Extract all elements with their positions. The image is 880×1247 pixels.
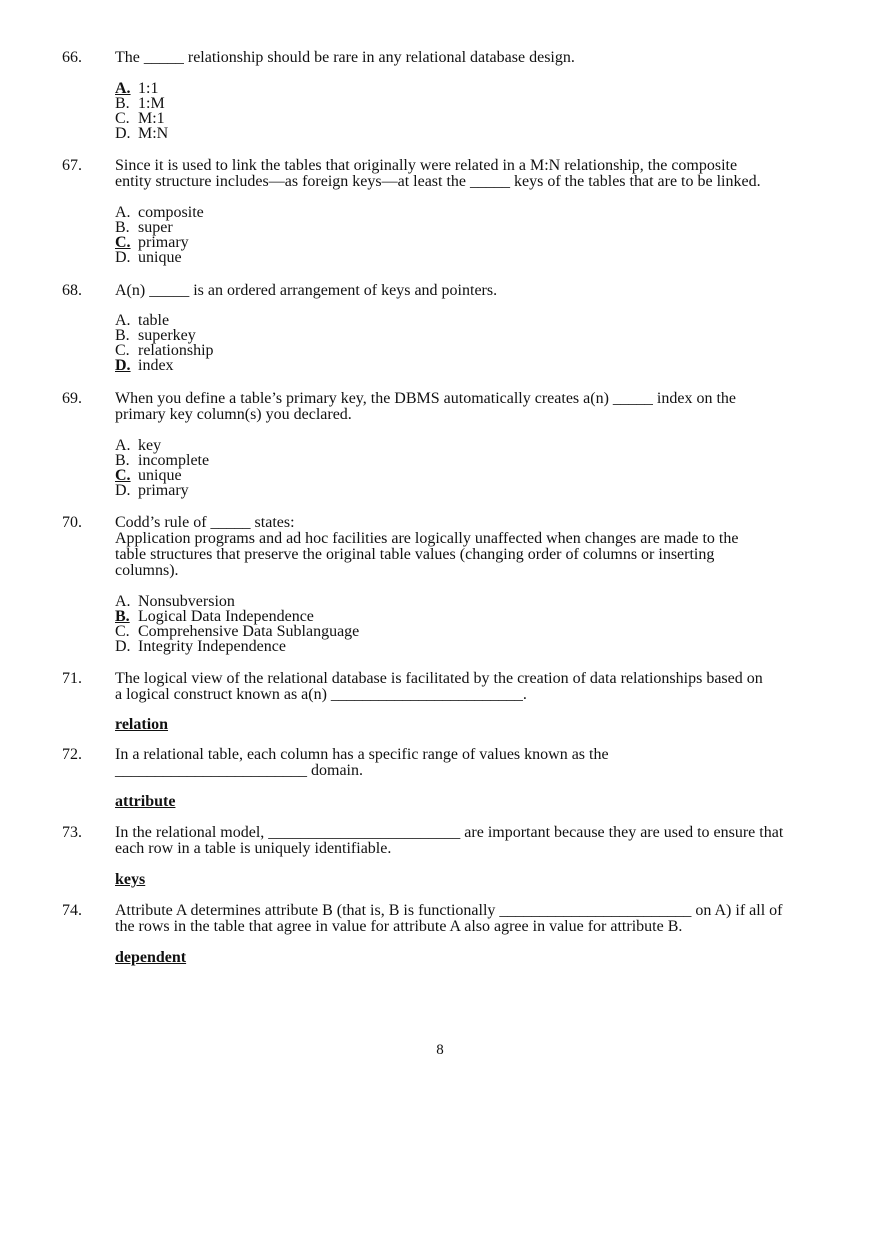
option-letter: C. xyxy=(115,342,130,359)
option-text: Integrity Independence xyxy=(138,638,286,655)
stem-line: The logical view of the relational database is facilitated by the creation of data relationships based on xyxy=(115,670,763,687)
option-letter: D. xyxy=(115,125,131,142)
option-letter: B. xyxy=(115,452,130,469)
option-d xyxy=(115,126,168,141)
option-text: primary xyxy=(138,234,189,251)
option-text: key xyxy=(138,437,162,454)
option-d xyxy=(115,358,214,373)
page-number: 8 xyxy=(436,1042,444,1058)
stem-line: In the relational model, ________________________ are important because they are used to ensure that xyxy=(115,824,784,841)
option-letter: A. xyxy=(115,80,131,97)
option-b xyxy=(115,220,204,235)
option-text: 1:M xyxy=(138,95,165,112)
stem-line: ________________________ domain. xyxy=(115,762,363,779)
question-stem xyxy=(115,747,827,779)
option-text: incomplete xyxy=(138,452,210,469)
stem-line: columns). xyxy=(115,562,179,579)
question-number: 74. xyxy=(62,902,82,919)
stem-line: entity structure includes—as foreign keys—at least the _____ keys of the tables that are to be linked. xyxy=(115,173,761,190)
option-a xyxy=(115,438,209,453)
option-b xyxy=(115,453,209,468)
option-letter: A. xyxy=(115,437,131,454)
option-letter: D. xyxy=(115,638,131,655)
stem-line: each row in a table is uniquely identifiable. xyxy=(115,840,392,857)
option-letter: A. xyxy=(115,312,131,329)
option-letter: A. xyxy=(115,204,131,221)
stem-line: a logical construct known as a(n) ________________________. xyxy=(115,686,527,703)
stem-line: When you define a table’s primary key, the DBMS automatically creates a(n) _____ index on the xyxy=(115,390,736,407)
answer-options xyxy=(115,313,214,373)
option-text: M:N xyxy=(138,125,169,142)
question-stem xyxy=(115,50,827,66)
answer-options xyxy=(115,205,204,265)
option-letter: B. xyxy=(115,608,130,625)
option-b xyxy=(115,609,359,624)
question-number: 67. xyxy=(62,157,82,174)
question-number: 68. xyxy=(62,282,82,299)
option-letter: B. xyxy=(115,327,130,344)
option-b xyxy=(115,96,168,111)
option-letter: C. xyxy=(115,623,130,640)
question-stem xyxy=(115,515,827,579)
question-number: 69. xyxy=(62,390,82,407)
stem-line: Codd’s rule of _____ states: xyxy=(115,514,295,531)
answer-options xyxy=(115,594,359,654)
option-b xyxy=(115,328,214,343)
option-text: super xyxy=(138,219,173,236)
option-text: Logical Data Independence xyxy=(138,608,314,625)
stem-line: Attribute A determines attribute B (that is, B is functionally ________________________ on A) if all of xyxy=(115,902,783,919)
answer-options xyxy=(115,81,168,141)
option-c xyxy=(115,468,209,483)
stem-line: Application programs and ad hoc facilities are logically unaffected when changes are made to the xyxy=(115,530,739,547)
option-text: superkey xyxy=(138,327,196,344)
option-c xyxy=(115,235,204,250)
option-letter: C. xyxy=(115,110,130,127)
option-letter: A. xyxy=(115,593,131,610)
option-letter: D. xyxy=(115,357,131,374)
option-c xyxy=(115,624,359,639)
stem-line: Since it is used to link the tables that originally were related in a M:N relationship, the composite xyxy=(115,157,738,174)
question-number: 66. xyxy=(62,49,82,66)
option-letter: B. xyxy=(115,219,130,236)
stem-line: The _____ relationship should be rare in any relational database design. xyxy=(115,49,575,66)
question-number: 71. xyxy=(62,670,82,687)
stem-line: the rows in the table that agree in value for attribute A also agree in value for attribute B. xyxy=(115,918,683,935)
question-stem xyxy=(115,671,827,703)
option-letter: B. xyxy=(115,95,130,112)
option-text: unique xyxy=(138,249,182,266)
answer-key: attribute xyxy=(115,793,176,810)
question-stem xyxy=(115,903,827,935)
option-text: 1:1 xyxy=(138,80,159,97)
question-stem xyxy=(115,158,827,190)
option-d xyxy=(115,250,204,265)
option-text: M:1 xyxy=(138,110,165,127)
option-a xyxy=(115,81,168,96)
option-text: composite xyxy=(138,204,204,221)
option-c xyxy=(115,111,168,126)
stem-line: table structures that preserve the original table values (changing order of columns or inserting xyxy=(115,546,715,563)
stem-line: In a relational table, each column has a specific range of values known as the xyxy=(115,746,609,763)
option-a xyxy=(115,594,359,609)
stem-line: A(n) _____ is an ordered arrangement of keys and pointers. xyxy=(115,282,498,299)
option-c xyxy=(115,343,214,358)
answer-key: relation xyxy=(115,716,169,733)
option-text: primary xyxy=(138,482,189,499)
option-text: table xyxy=(138,312,170,329)
answer-key: keys xyxy=(115,871,146,888)
option-d xyxy=(115,639,359,654)
question-stem xyxy=(115,391,827,423)
question-number: 70. xyxy=(62,514,82,531)
answer-key: dependent xyxy=(115,949,187,966)
option-letter: C. xyxy=(115,467,131,484)
option-text: Nonsubversion xyxy=(138,593,235,610)
option-text: Comprehensive Data Sublanguage xyxy=(138,623,360,640)
option-text: unique xyxy=(138,467,182,484)
option-a xyxy=(115,313,214,328)
question-number: 73. xyxy=(62,824,82,841)
option-letter: D. xyxy=(115,482,131,499)
option-text: index xyxy=(138,357,174,374)
option-d xyxy=(115,483,209,498)
option-text: relationship xyxy=(138,342,214,359)
stem-line: primary key column(s) you declared. xyxy=(115,406,352,423)
option-letter: D. xyxy=(115,249,131,266)
option-a xyxy=(115,205,204,220)
answer-options xyxy=(115,438,209,498)
question-stem xyxy=(115,283,827,299)
question-stem xyxy=(115,825,827,857)
question-number: 72. xyxy=(62,746,82,763)
option-letter: C. xyxy=(115,234,131,251)
